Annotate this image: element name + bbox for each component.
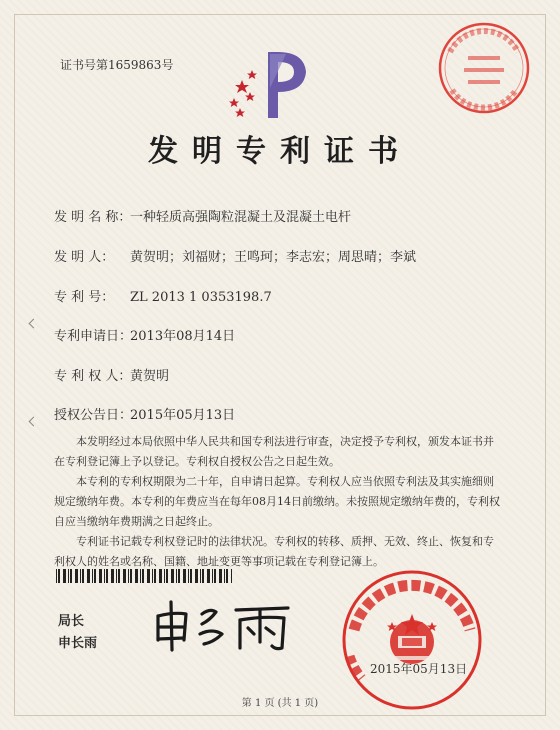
- barcode-bar: [92, 569, 93, 583]
- barcode-bar: [159, 569, 162, 583]
- field-label: 专 利 权 人：: [54, 369, 132, 384]
- barcode-bar: [226, 569, 228, 583]
- barcode-bar: [106, 569, 108, 583]
- barcode-bar: [82, 569, 84, 583]
- field-value: ZL 2013 1 0353198.7: [130, 290, 272, 305]
- barcode-bar: [171, 569, 174, 583]
- patent-office-logo-icon: [226, 48, 316, 124]
- barcode-bar: [70, 569, 72, 583]
- barcode-bar: [219, 569, 222, 583]
- field-patentee: [54, 365, 169, 384]
- body-paragraph: 专利证书记载专利权登记时的法律状况。专利权的转移、质押、无效、终止、恢复和专利权人的姓名或名称、国籍、地址变更等事项记载在专利登记簿上。: [54, 535, 494, 568]
- barcode-bar: [118, 569, 120, 583]
- field-label: 专利申请日：: [54, 329, 133, 344]
- field-inventors: [54, 246, 416, 265]
- barcode-bar: [56, 569, 57, 583]
- director-name: 申长雨: [58, 636, 98, 651]
- barcode-bar: [63, 569, 66, 583]
- field-value: 2013年08月14日: [130, 329, 236, 344]
- barcode-bar: [212, 569, 213, 583]
- field-value: 一种轻质高强陶粒混凝土及混凝土电杆: [130, 210, 352, 225]
- seal-date: 2015年05月13日: [370, 662, 468, 676]
- barcode-bar: [147, 569, 150, 583]
- barcode-bar: [87, 569, 90, 583]
- barcode-bar: [178, 569, 180, 583]
- field-patent-number: [54, 286, 272, 305]
- barcode-bar: [128, 569, 129, 583]
- barcode-bar: [68, 569, 69, 583]
- barcode-bar: [224, 569, 225, 583]
- barcode-bar: [99, 569, 102, 583]
- page-footer: 第 1 页 (共 1 页): [241, 698, 319, 709]
- barcode-bar: [75, 569, 78, 583]
- barcode-bar: [152, 569, 153, 583]
- barcode-bar: [183, 569, 186, 583]
- barcode-bar: [154, 569, 156, 583]
- barcode-bar: [176, 569, 177, 583]
- barcode-bar: [123, 569, 126, 583]
- certificate-body: [54, 432, 504, 572]
- barcode-bar: [142, 569, 144, 583]
- barcode-bar: [200, 569, 201, 583]
- barcode-bar: [58, 569, 60, 583]
- field-invention-name: [54, 206, 351, 225]
- barcode-bar: [94, 569, 96, 583]
- barcode-bar: [140, 569, 141, 583]
- barcode-bar: [111, 569, 114, 583]
- barcode-bar: [135, 569, 138, 583]
- director-title: 局长: [58, 614, 85, 629]
- field-grant-date: [54, 404, 235, 423]
- barcode-bar: [231, 569, 232, 583]
- body-paragraph: 本专利的专利权期限为二十年，自申请日起算。专利权人应当依照专利法及其实施细则规定缴纳年费。本专利的年费应当在每年08月14日前缴纳。未按照规定缴纳年费的，专利权自应当缴纳年费期满之日起终止。: [54, 475, 500, 528]
- body-paragraph: 本发明经过本局依照中华人民共和国专利法进行审查，决定授予专利权，颁发本证书并在专利登记簿上予以登记。专利权自授权公告之日起生效。: [54, 435, 494, 468]
- field-application-date: [54, 325, 235, 344]
- field-value: 2015年05月13日: [130, 408, 236, 423]
- barcode-bar: [190, 569, 192, 583]
- official-seal-icon: [322, 560, 502, 714]
- barcode-bar: [164, 569, 165, 583]
- barcode-bar: [188, 569, 189, 583]
- barcode-bar: [166, 569, 168, 583]
- barcode-bar: [202, 569, 204, 583]
- barcode: [56, 568, 232, 582]
- barcode-bar: [116, 569, 117, 583]
- field-label: 授权公告日：: [54, 408, 133, 423]
- small-seal-icon: [434, 18, 534, 122]
- field-value: 黄贺明: [130, 369, 170, 384]
- barcode-bar: [130, 569, 132, 583]
- field-label: 发 明 名 称：: [54, 210, 132, 225]
- barcode-bar: [214, 569, 216, 583]
- field-label: 发 明 人：: [54, 250, 115, 265]
- certificate-number: 证书号第1659863号: [60, 58, 174, 72]
- barcode-bar: [207, 569, 210, 583]
- page-title: 发明专利证书: [148, 134, 412, 169]
- barcode-bar: [104, 569, 105, 583]
- field-label: 专 利 号：: [54, 290, 115, 305]
- barcode-bar: [195, 569, 198, 583]
- barcode-bar: [80, 569, 81, 583]
- field-value: 黄贺明；刘福财；王鸣珂；李志宏；周思晴；李斌: [130, 250, 417, 265]
- handwritten-signature-icon: [150, 594, 300, 658]
